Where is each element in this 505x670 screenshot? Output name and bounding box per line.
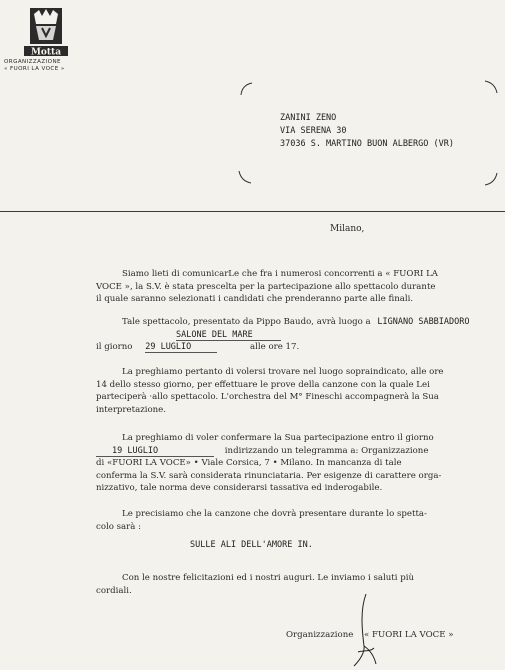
motta-logo xyxy=(22,6,70,58)
text-line: Le precisiamo che la canzone che dovrà presentare durante lo spetta- xyxy=(122,509,427,519)
window-corner-bottom-left xyxy=(238,170,252,184)
event-time: alle ore 17. xyxy=(250,342,300,352)
text-line: conferma la S.V. sarà considerata rinunciataria. Per esigenze di carattere orga- xyxy=(96,470,442,481)
paragraph-event xyxy=(96,316,468,354)
text-line: Con le nostre felicitazioni ed i nostri auguri. Le inviamo i saluti più xyxy=(122,573,415,583)
window-corner-bottom-right xyxy=(484,172,498,186)
signature-label: Organizzazione xyxy=(286,630,354,640)
text-line: di «FUORI LA VOCE» • Viale Corsica, 7 • Milano. In mancanza di tale xyxy=(96,458,402,468)
song-title: SULLE ALI DELL'AMORE IN. xyxy=(190,540,313,550)
recipient-city: 37036 S. MARTINO BUON ALBERGO (VR) xyxy=(280,139,454,149)
window-corner-top-left xyxy=(240,82,254,96)
text-line: La preghiamo pertanto di volersi trovare nel luogo sopraindicato, alle ore xyxy=(122,367,444,377)
org-label: ORGANIZZAZIONE xyxy=(4,59,61,65)
text-line: VOCE », la S.V. è stata prescelta per la partecipazione allo spettacolo durante xyxy=(96,281,436,292)
recipient-address xyxy=(280,112,454,151)
day-label: il giorno xyxy=(96,342,133,352)
text-line: parteciperà ·allo spettacolo. L'orchestra del M° Fineschi accompagnerà la Sua xyxy=(96,392,439,402)
window-corner-top-right xyxy=(484,80,498,94)
paragraph-song xyxy=(96,508,468,533)
paragraph-rehearsal xyxy=(96,366,468,416)
signature-line xyxy=(286,630,453,640)
text-line: Tale spettacolo, presentato da Pippo Baudo, avrà luogo a xyxy=(122,317,371,327)
text-line: colo sarà : xyxy=(96,521,142,532)
text-line: La preghiamo di voler confermare la Sua partecipazione entro il giorno xyxy=(122,433,434,443)
fold-line xyxy=(0,211,505,212)
letterhead-org xyxy=(4,59,65,73)
text-line: nizzativo, tale norma deve considerarsi tassativa ed inderogabile. xyxy=(96,483,383,493)
city-line: Milano, xyxy=(330,224,365,234)
text-line: cordiali. xyxy=(96,585,132,596)
recipient-street: VIA SERENA 30 xyxy=(280,126,347,136)
paragraph-confirm xyxy=(96,432,468,495)
logo-text: Motta xyxy=(30,47,62,58)
event-day: 29 LUGLIO xyxy=(145,342,217,353)
org-name: « FUORI LA VOCE » xyxy=(4,66,65,72)
paragraph-intro xyxy=(96,268,468,306)
text-line: indirizzando un telegramma a: Organizzazione xyxy=(224,445,429,456)
event-venue: SALONE DEL MARE xyxy=(176,330,281,341)
text-line: 14 dello stesso giorno, per effettuare le prove della canzone con la quale Lei xyxy=(96,379,430,390)
paragraph-closing xyxy=(96,572,468,597)
text-line: il quale saranno selezionati i candidati che prenderanno parte alle finali. xyxy=(96,294,414,304)
recipient-name: ZANINI ZENO xyxy=(280,113,337,123)
confirm-date: 19 LUGLIO xyxy=(96,446,214,457)
text-line: Siamo lieti di comunicarLe che fra i numerosi concorrenti a « FUORI LA xyxy=(122,269,438,279)
text-line: interpretazione. xyxy=(96,404,167,415)
signature-org: « FUORI LA VOCE » xyxy=(364,630,454,640)
event-place: LIGNANO SABBIADORO xyxy=(377,317,470,327)
